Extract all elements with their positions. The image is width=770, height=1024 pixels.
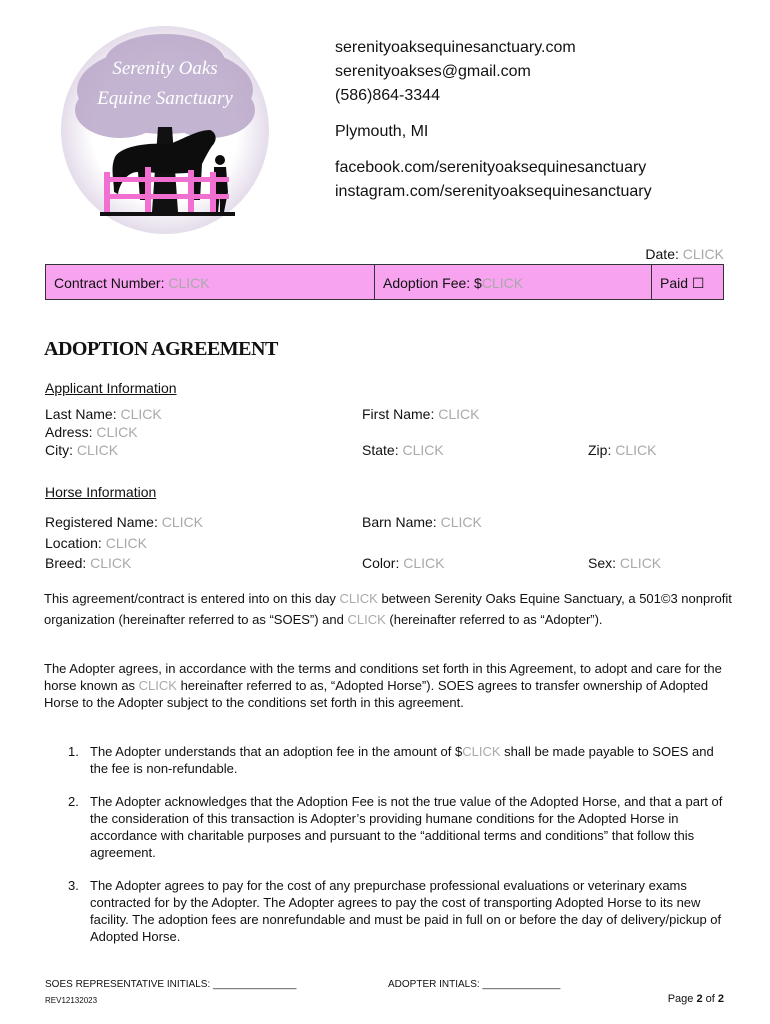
last-name-input[interactable]: CLICK [120,406,162,422]
city-label: City: [45,442,77,458]
list-item [44,743,734,777]
address-field [45,424,138,440]
list-number: 1. [68,744,79,759]
color-label: Color: [362,555,404,571]
first-name-field [362,406,479,422]
term-fee-input[interactable]: CLICK [462,744,501,759]
list-item [44,877,734,945]
horse-location-field [45,535,147,551]
p2-text-a: The Adopter agrees, in accordance with the terms and conditions set forth in this Agreement, to adopt and care for the horse known as [44,661,722,693]
term-text: The Adopter acknowledges that the Adoption Fee is not the true value of the Adopted Horse, and that a part of the consideration of this transaction is Adopter’s providing humane conditions for the Adopted Horse in accordance with charitable purposes and pursuant to the “additional terms and conditions” that follow this agreement. [90,794,723,860]
barn-name-label: Barn Name: [362,514,441,530]
list-item [44,793,734,861]
agreement-paragraph-2 [44,660,734,711]
sex-field [588,555,661,571]
page-title: ADOPTION AGREEMENT [44,338,278,360]
soes-initials-line[interactable]: SOES REPRESENTATIVE INITIALS: _______________ [45,979,297,990]
p1-text-c: (hereinafter referred to as “Adopter”). [385,612,603,627]
contract-number-cell [46,265,375,299]
term-text: The Adopter agrees to pay for the cost of any prepurchase professional evaluations or veterinary exams contracted for by the Adopter. The Adopter agrees to pay the cost of transporting Adopted Horse to its new facility. The adoption fees are nonrefundable and must be paid in full on or before the day of delivery/pickup of Adopted Horse. [90,878,722,944]
p2-text-b: hereinafter referred to as, “Adopted Horse”). SOES agrees to transfer ownership of Adopted Horse to the Adopter subject to the conditions set forth in this agreement. [44,678,709,710]
contract-number-input[interactable]: CLICK [168,275,210,291]
horse-heading: Horse Information [45,484,157,500]
term-text-b: shall be made payable to SOES and the fee is non-refundable. [90,744,714,776]
contact-block [335,36,652,204]
horse-location-label: Location: [45,535,106,551]
agreement-paragraph-1 [44,588,734,630]
p1-text-b: between Serenity Oaks Equine Sanctuary, a 501©3 nonprofit organization (hereinafter referred to as “SOES”) and [44,591,732,627]
first-name-label: First Name: [362,406,439,422]
breed-label: Breed: [45,555,91,571]
state-input[interactable]: CLICK [402,442,444,458]
color-input[interactable]: CLICK [403,555,445,571]
date-input[interactable]: CLICK [682,246,724,262]
page-prefix: Page [667,993,697,1005]
city-field [45,442,118,458]
svg-text:Equine Sanctuary: Equine Sanctuary [97,88,233,109]
revision-code: REV12132023 [45,996,98,1005]
registered-name-label: Registered Name: [45,514,162,530]
last-name-field [45,406,162,422]
horse-known-as-input[interactable]: CLICK [138,678,177,693]
term-text: The Adopter understands that an adoption fee in the amount of $ [90,744,463,759]
adoption-fee-label: Adoption Fee: $ [383,275,482,291]
p1-text-a: This agreement/contract is entered into on this day [44,591,340,606]
applicant-heading: Applicant Information [45,380,177,396]
list-number: 2. [68,794,79,809]
paid-checkbox[interactable]: Paid ☐ [660,275,705,291]
address-label: Adress: [45,424,97,440]
barn-name-input[interactable]: CLICK [440,514,482,530]
terms-list [44,743,734,945]
website-link[interactable]: serenityoaksequinesanctuary.com [335,39,576,56]
page-current: 2 [696,993,703,1005]
city-input[interactable]: CLICK [76,442,119,458]
phone: (586)864-3344 [335,87,440,104]
adopter-initials-line[interactable]: ADOPTER INTIALS: ______________ [388,979,561,990]
adopter-name-input[interactable]: CLICK [347,612,386,627]
zip-field [588,442,656,458]
zip-input[interactable]: CLICK [615,442,657,458]
contract-bar [45,264,724,300]
horse-location-input[interactable]: CLICK [105,535,147,551]
page-mid: of [702,993,718,1005]
adoption-fee-cell [375,265,652,299]
contract-number-label: Contract Number: [54,275,169,291]
zip-label: Zip: [588,442,616,458]
registered-name-input[interactable]: CLICK [161,514,203,530]
last-name-label: Last Name: [45,406,121,422]
agreement-date-input[interactable]: CLICK [339,591,378,606]
svg-text:Serenity Oaks: Serenity Oaks [112,58,218,79]
barn-name-field [362,514,482,530]
breed-input[interactable]: CLICK [90,555,132,571]
email-link[interactable]: serenityoakses@gmail.com [335,63,531,80]
page-number [668,993,724,1005]
adoption-fee-input[interactable]: CLICK [481,275,524,291]
state-field [362,442,444,458]
page-total: 2 [717,993,724,1005]
sex-input[interactable]: CLICK [619,555,662,571]
breed-field [45,555,131,571]
first-name-input[interactable]: CLICK [438,406,480,422]
instagram-link[interactable]: instagram.com/serenityoaksequinesanctuary [335,183,652,200]
location: Plymouth, MI [335,123,429,140]
date-field [645,246,724,262]
state-label: State: [362,442,403,458]
address-input[interactable]: CLICK [96,424,138,440]
list-number: 3. [68,878,79,893]
logo [60,22,270,237]
facebook-link[interactable]: facebook.com/serenityoaksequinesanctuary [335,159,647,176]
registered-name-field [45,514,203,530]
color-field [362,555,444,571]
date-label: Date: [645,246,683,262]
sex-label: Sex: [588,555,620,571]
